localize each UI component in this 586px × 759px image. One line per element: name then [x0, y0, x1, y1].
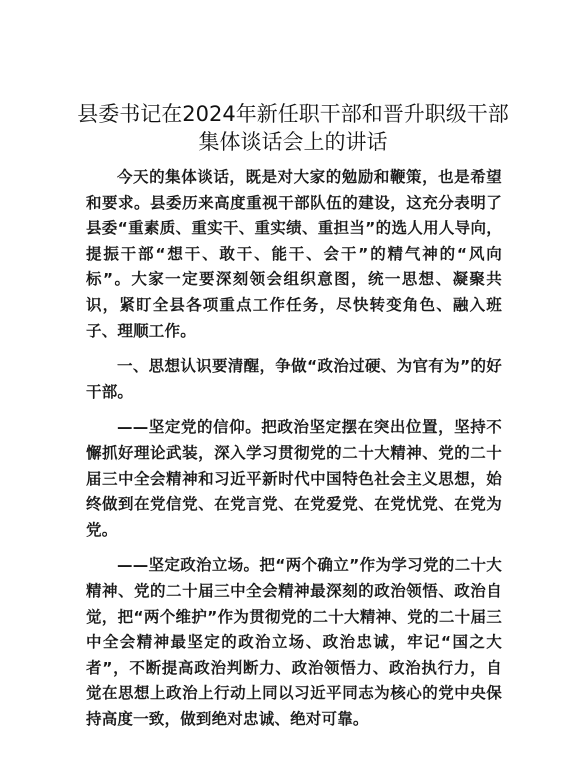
document-title-line-2: 集体谈话会上的讲话	[198, 130, 388, 154]
point-political-stance: ——坚定政治立场。把“两个确立”作为学习党的二十大精神、党的二十届三中全会精神最深刻的政治领悟、政治自觉，把“两个维护”作为贯彻党的二十大精神、党的二十届三中全会精神最坚定的政治立场、政治忠诚，牢记“国之大者”，不断提高政治判断力、政治领悟力、政治执行力，自觉在思想上政治上行动上同以习近平同志为核心的党中央保持高度一致，做到绝对忠诚、绝对可靠。	[86, 556, 502, 728]
document-body	[86, 165, 502, 742]
document-title-line-1: 县委书记在2024年新任职干部和晋升职级干部	[77, 102, 509, 126]
point-party-belief: ——坚定党的信仰。把政治坚定摆在突出位置，坚持不懈抓好理论武装，深入学习贯彻党的二十大精神、党的二十届三中全会精神和习近平新时代中国特色社会主义思想，始终做到在党信党、在党言党、在党爱党、在党忧党、在党为党。	[86, 418, 502, 539]
intro-paragraph: 今天的集体谈话，既是对大家的勉励和鞭策，也是希望和要求。县委历来高度重视干部队伍的建设，这充分表明了县委“重素质、重实干、重实绩、重担当”的选人用人导向，提振干部“想干、敢干、能干、会干”的精气神的“风向标”。大家一定要深刻领会组织意图，统一思想、凝聚共识，紧盯全县各项重点工作任务，尽快转变角色、融入班子、理顺工作。	[86, 168, 502, 340]
section-heading-1: 一、思想认识要清醒，争做“政治过硬、为官有为”的好干部。	[86, 357, 502, 401]
